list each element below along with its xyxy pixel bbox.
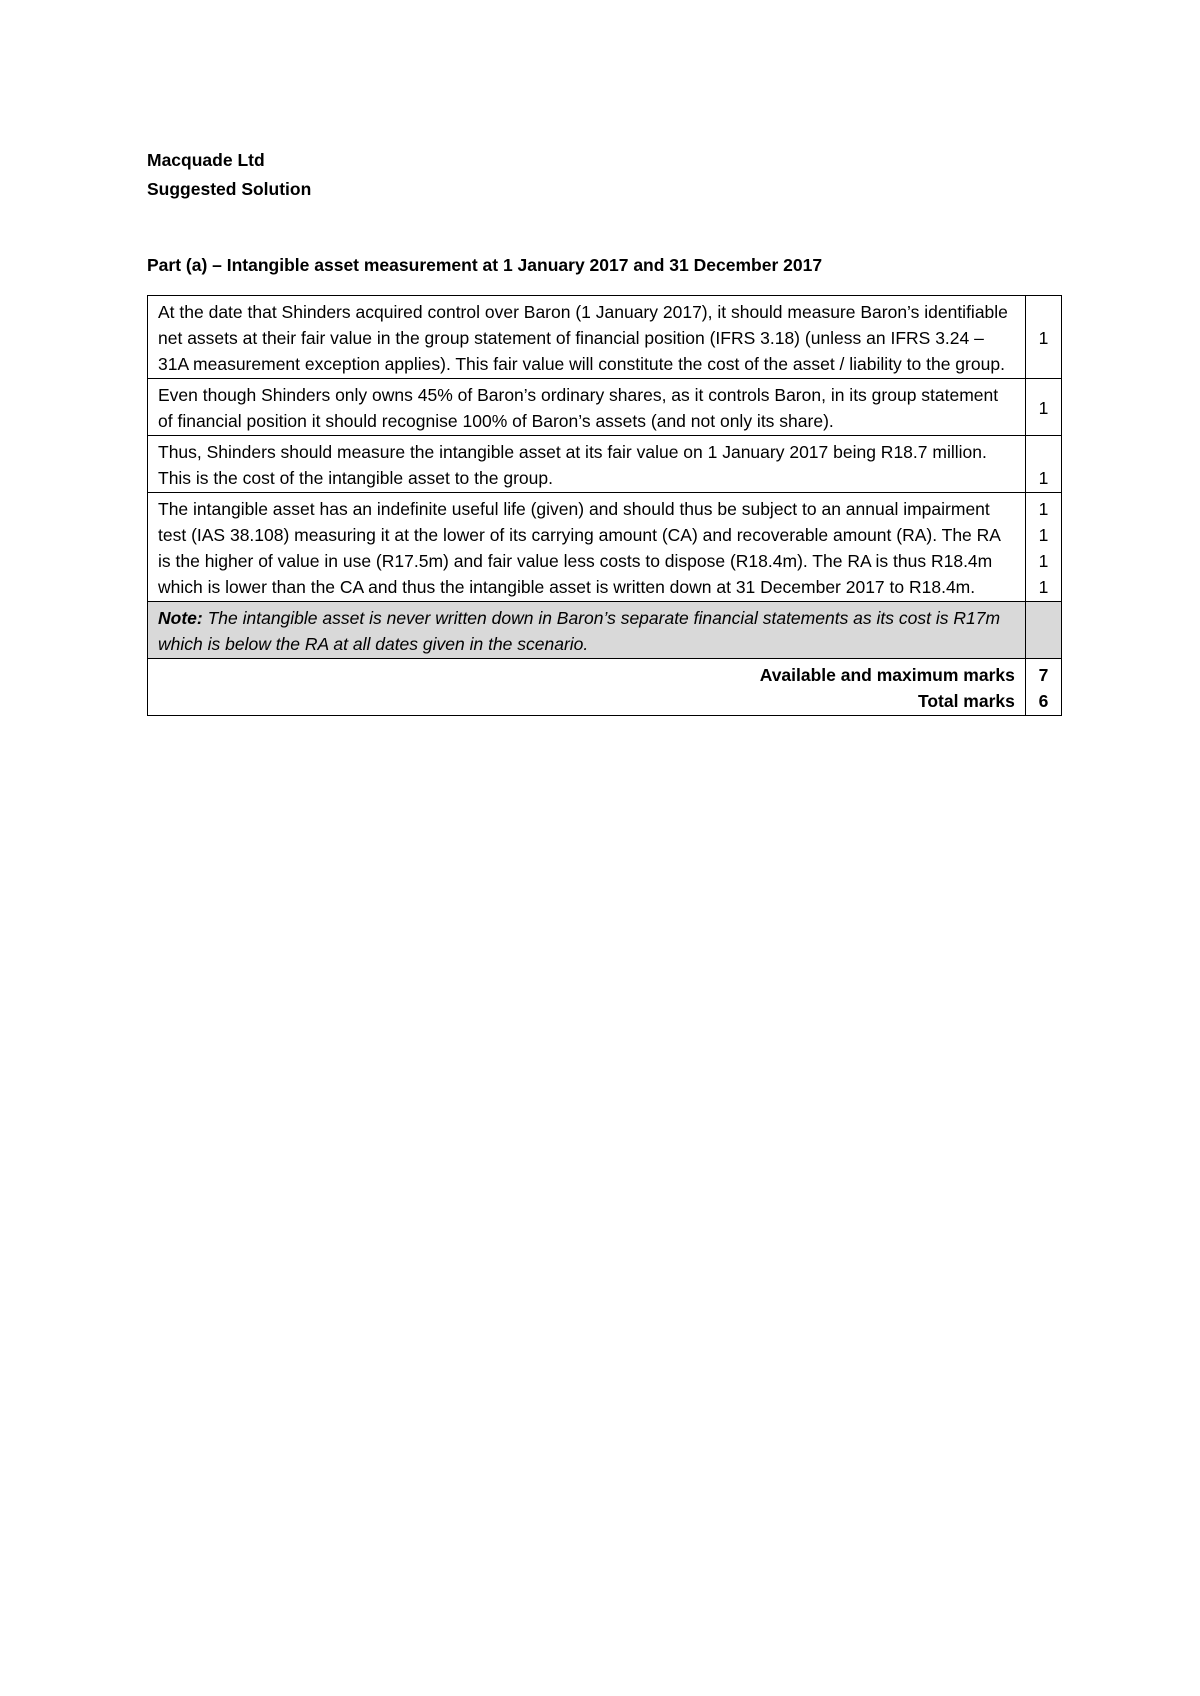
solution-table (147, 295, 1062, 716)
row-mark: 1 (1038, 577, 1049, 597)
note-mark-cell (1025, 602, 1061, 659)
row-text: Thus, Shinders should measure the intangible asset at its fair value on 1 January 2017 being R18.7 million. This is the cost of the intangible asset to the group. (148, 436, 1026, 493)
row-mark: 1 (1038, 525, 1049, 545)
total-marks-label: Total marks (917, 691, 1015, 711)
row-marks (1025, 493, 1061, 602)
totals-values (1025, 659, 1061, 716)
row-mark: 1 (1038, 499, 1049, 519)
available-marks-value: 7 (1038, 665, 1049, 685)
totals-row (148, 659, 1062, 716)
row-mark: 1 (1038, 551, 1049, 571)
document-subtitle: Suggested Solution (147, 179, 312, 199)
row-mark: 1 (1025, 296, 1061, 379)
row-mark: 1 (1025, 379, 1061, 436)
part-heading: Part (a) – Intangible asset measurement at 1 January 2017 and 31 December 2017 (147, 255, 823, 275)
available-marks-label: Available and maximum marks (759, 665, 1015, 685)
note-row (148, 602, 1062, 659)
row-mark: 1 (1025, 436, 1061, 493)
row-text: Even though Shinders only owns 45% of Baron’s ordinary shares, as it controls Baron, in its group statement of financial position it should recognise 100% of Baron’s assets (and not only its share). (148, 379, 1026, 436)
note-label: Note: (158, 608, 203, 628)
company-name: Macquade Ltd (147, 150, 265, 170)
note-text: The intangible asset is never written down in Baron’s separate financial statements as its cost is R17m which is below the RA at all dates given in the scenario. (158, 608, 1001, 654)
note-cell (148, 602, 1026, 659)
table-row (148, 379, 1062, 436)
table-row (148, 493, 1062, 602)
row-text: The intangible asset has an indefinite useful life (given) and should thus be subject to an annual impairment test (IAS 38.108) measuring it at the lower of its carrying amount (CA) and recoverable amount (RA). The RA is the higher of value in use (R17.5m) and fair value less costs to dispose (R18.4m). The RA is thus R18.4m which is lower than the CA and thus the intangible asset is written down at 31 December 2017 to R18.4m. (148, 493, 1026, 602)
totals-labels (148, 659, 1026, 716)
total-marks-value: 6 (1038, 691, 1049, 711)
row-text: At the date that Shinders acquired control over Baron (1 January 2017), it should measure Baron’s identifiable net assets at their fair value in the group statement of financial position (IFRS 3.18) (unless an IFRS 3.24 – 31A measurement exception applies). This fair value will constitute the cost of the asset / liability to the group. (148, 296, 1026, 379)
table-row (148, 296, 1062, 379)
table-row (148, 436, 1062, 493)
